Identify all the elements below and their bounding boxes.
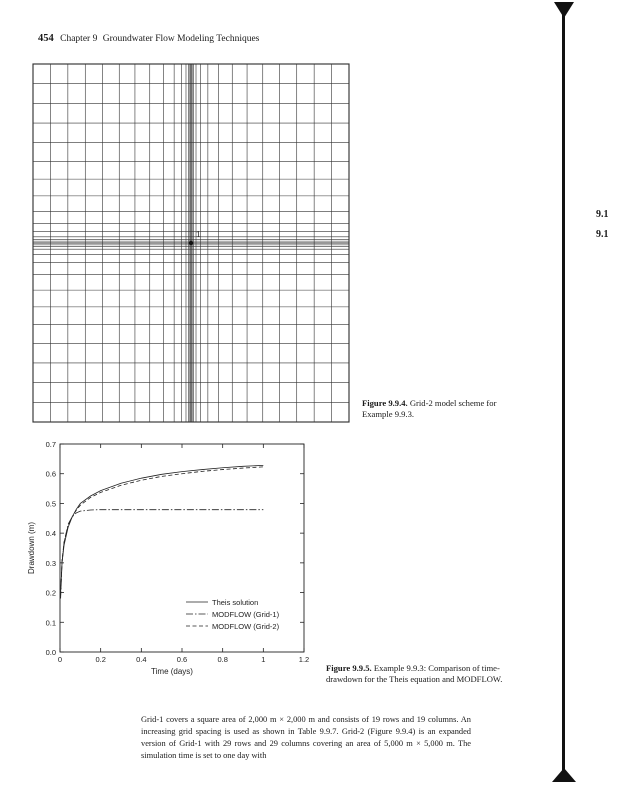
plot-frame bbox=[60, 444, 304, 652]
running-header bbox=[38, 33, 259, 44]
page-edge-bar bbox=[562, 10, 565, 780]
pumping-well-marker bbox=[189, 241, 193, 245]
y-tick-label: 0.4 bbox=[45, 529, 56, 539]
page-number: 454 bbox=[38, 33, 54, 44]
margin-section-label-2: 9.1 bbox=[596, 229, 609, 240]
legend-label-2: MODFLOW (Grid-1) bbox=[212, 610, 280, 619]
y-tick-label: 0.3 bbox=[45, 558, 56, 568]
x-tick-label: 0.2 bbox=[95, 655, 106, 664]
x-tick-label: 1 bbox=[261, 655, 266, 664]
body-paragraph: Grid-1 covers a square area of 2,000 m × 2,000 m and consists of 19 rows and 19 columns. An increasing grid spacing is used as shown in Table 9.9.7. Grid-2 (Figure 9.9.4) is an expanded version of Grid-1 with 29 rows and 29 columns covering an area of 5,000 m × 5,000 m. The simulation time is set to one day with bbox=[141, 715, 471, 760]
y-tick-label: 0.5 bbox=[45, 499, 56, 509]
grid-model-figure bbox=[32, 63, 350, 423]
legend-label-1: Theis solution bbox=[212, 598, 259, 607]
figure-9-9-5-caption bbox=[326, 663, 526, 685]
x-tick-label: 0.8 bbox=[217, 655, 228, 664]
figure-9-9-5-text: Example 9.9.3: Comparison of time-drawdown for the Theis equation and MODFLOW. bbox=[326, 663, 503, 684]
x-axis-label: Time (days) bbox=[151, 667, 193, 676]
y-tick-label: 0.7 bbox=[45, 440, 56, 449]
x-tick-label: 0.6 bbox=[176, 655, 188, 664]
page-edge-mark-bottom bbox=[552, 768, 576, 782]
well-label: 1 bbox=[196, 230, 201, 239]
drawdown-chart bbox=[18, 432, 318, 692]
series-line-3 bbox=[61, 467, 264, 596]
figure-9-9-4-caption bbox=[362, 398, 522, 420]
series-line-1 bbox=[61, 465, 264, 592]
x-tick-label: 0 bbox=[57, 655, 63, 664]
x-tick-label: 1.2 bbox=[298, 655, 310, 664]
figure-9-9-4-text: Grid-2 model scheme for Example 9.9.3. bbox=[362, 398, 497, 419]
legend-label-3: MODFLOW (Grid-2) bbox=[212, 622, 280, 631]
x-tick-label: 0.4 bbox=[136, 655, 147, 664]
y-tick-label: 0.1 bbox=[45, 618, 56, 628]
page-edge-mark-top bbox=[554, 2, 574, 18]
margin-section-label-1: 9.1 bbox=[596, 209, 609, 220]
chapter-number: Chapter 9 bbox=[60, 34, 98, 44]
figure-9-9-5-label: Figure 9.9.5. bbox=[326, 663, 372, 673]
y-tick-label: 0.0 bbox=[45, 648, 56, 657]
figure-9-9-4-label: Figure 9.9.4. bbox=[362, 398, 408, 408]
y-tick-label: 0.6 bbox=[45, 469, 56, 479]
series-line-2 bbox=[61, 510, 264, 599]
chapter-title: Groundwater Flow Modeling Techniques bbox=[102, 34, 260, 44]
y-axis-label: Drawdown (m) bbox=[27, 521, 36, 575]
y-tick-label: 0.2 bbox=[45, 588, 56, 598]
